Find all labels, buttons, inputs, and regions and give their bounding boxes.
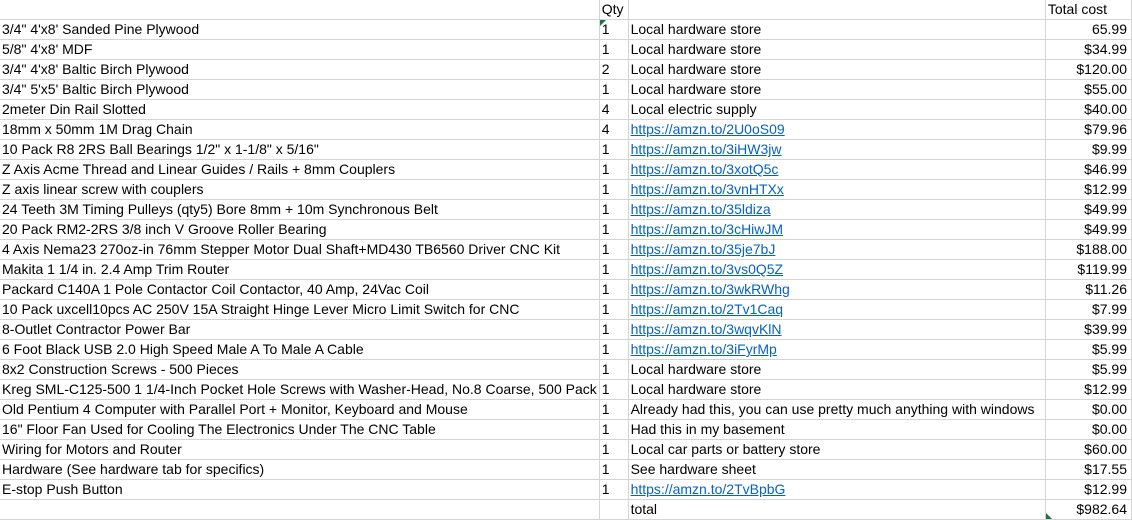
cell-item[interactable]: 18mm x 50mm 1M Drag Chain [0, 120, 599, 140]
table-row [0, 60, 1132, 80]
table-row [0, 460, 1132, 480]
cell-cost[interactable]: $120.00 [1045, 60, 1131, 80]
cell-item[interactable]: 4 Axis Nema23 270oz-in 76mm Stepper Motor Dual Shaft+MD430 TB6560 Driver CNC Kit [0, 240, 599, 260]
cell-item[interactable]: 20 Pack RM2-2RS 3/8 inch V Groove Roller Bearing [0, 220, 599, 240]
cell-qty[interactable]: 1 [599, 480, 628, 500]
table-row [0, 80, 1132, 100]
total-label[interactable]: total [628, 500, 1045, 520]
cell-cost[interactable]: $7.99 [1045, 300, 1131, 320]
cell-source[interactable] [628, 320, 1045, 340]
table-row [0, 20, 1132, 40]
total-value[interactable]: $982.64 [1045, 500, 1131, 520]
cell-cost[interactable]: $12.99 [1045, 180, 1131, 200]
cell-qty[interactable]: 1 [599, 240, 628, 260]
cell-qty[interactable]: 1 [599, 220, 628, 240]
cell-qty-empty[interactable] [599, 500, 628, 520]
table-row [0, 260, 1132, 280]
cell-item[interactable]: 3/4" 5'x5' Baltic Birch Plywood [0, 80, 599, 100]
cell-qty[interactable]: 1 [599, 20, 628, 40]
cell-cost[interactable]: $119.99 [1045, 260, 1131, 280]
cell-cost[interactable]: $0.00 [1045, 420, 1131, 440]
cell-cost[interactable]: 65.99 [1045, 20, 1131, 40]
table-row [0, 480, 1132, 500]
cell-source[interactable] [628, 200, 1045, 220]
table-row [0, 300, 1132, 320]
cell-cost[interactable]: $34.99 [1045, 40, 1131, 60]
cell-qty-header[interactable]: Qty [599, 0, 628, 20]
cell-qty[interactable]: 1 [599, 200, 628, 220]
table-row [0, 360, 1132, 380]
source-link[interactable]: https://amzn.to/3iHW3jw [630, 141, 782, 157]
cell-qty[interactable]: 1 [599, 460, 628, 480]
cell-qty[interactable]: 2 [599, 60, 628, 80]
cell-item[interactable]: 2meter Din Rail Slotted [0, 100, 599, 120]
source-link[interactable]: https://amzn.to/35je7bJ [630, 241, 776, 257]
cell-item[interactable]: Makita 1 1/4 in. 2.4 Amp Trim Router [0, 260, 599, 280]
table-row [0, 200, 1132, 220]
cell-source[interactable]: Local electric supply [628, 100, 1045, 120]
cell-source[interactable] [628, 260, 1045, 280]
table-row [0, 340, 1132, 360]
cell-cost[interactable]: $39.99 [1045, 320, 1131, 340]
cell-item[interactable]: 16" Floor Fan Used for Cooling The Electronics Under The CNC Table [0, 420, 599, 440]
cell-qty[interactable]: 1 [599, 420, 628, 440]
table-row [0, 180, 1132, 200]
table-row [0, 320, 1132, 340]
source-link[interactable]: https://amzn.to/3vs0Q5Z [630, 261, 784, 277]
cell-qty[interactable]: 1 [599, 260, 628, 280]
cell-source[interactable] [628, 180, 1045, 200]
cell-qty[interactable]: 1 [599, 180, 628, 200]
cell-source[interactable] [628, 240, 1045, 260]
cell-source[interactable] [628, 220, 1045, 240]
cell-item[interactable]: 8x2 Construction Screws - 500 Pieces [0, 360, 599, 380]
table-row [0, 100, 1132, 120]
cell-source[interactable]: Local car parts or battery store [628, 440, 1045, 460]
cell-source[interactable] [628, 300, 1045, 320]
cell-cost[interactable]: $49.99 [1045, 220, 1131, 240]
cell-qty[interactable]: 1 [599, 80, 628, 100]
source-link[interactable]: https://amzn.to/3vnHTXx [630, 181, 784, 197]
cell-item[interactable]: Kreg SML-C125-500 1 1/4-Inch Pocket Hole Screws with Washer-Head, No.8 Coarse, 500 Pack [0, 380, 599, 400]
cell-cost[interactable]: $17.55 [1045, 460, 1131, 480]
table-row [0, 240, 1132, 260]
cell-cost[interactable]: $55.00 [1045, 80, 1131, 100]
cell-cost[interactable]: $40.00 [1045, 100, 1131, 120]
cell-source[interactable]: Local hardware store [628, 60, 1045, 80]
cell-qty[interactable]: 1 [599, 140, 628, 160]
cell-source[interactable]: See hardware sheet [628, 460, 1045, 480]
source-link[interactable]: https://amzn.to/3iFyrMp [630, 341, 777, 357]
source-link[interactable]: https://amzn.to/2U0oS09 [630, 121, 785, 137]
cell-item[interactable]: 6 Foot Black USB 2.0 High Speed Male A To Male A Cable [0, 340, 599, 360]
cell-source[interactable] [628, 340, 1045, 360]
cell-source-header[interactable] [628, 0, 1045, 20]
cell-item[interactable]: Old Pentium 4 Computer with Parallel Port + Monitor, Keyboard and Mouse [0, 400, 599, 420]
cell-cost[interactable]: $0.00 [1045, 400, 1131, 420]
cell-cost[interactable]: $5.99 [1045, 340, 1131, 360]
cell-qty[interactable]: 1 [599, 400, 628, 420]
cell-qty[interactable]: 1 [599, 40, 628, 60]
cell-qty[interactable]: 1 [599, 280, 628, 300]
cell-cost[interactable]: $46.99 [1045, 160, 1131, 180]
cell-source[interactable] [628, 120, 1045, 140]
cell-qty[interactable]: 1 [599, 380, 628, 400]
cell-qty[interactable]: 1 [599, 340, 628, 360]
cell-item[interactable]: 8-Outlet Contractor Power Bar [0, 320, 599, 340]
cell-item[interactable]: Z axis linear screw with couplers [0, 180, 599, 200]
cell-item-empty[interactable] [0, 500, 599, 520]
cell-qty[interactable]: 4 [599, 120, 628, 140]
cell-cost[interactable]: $5.99 [1045, 360, 1131, 380]
cell-qty[interactable]: 1 [599, 360, 628, 380]
cell-cost[interactable]: $79.96 [1045, 120, 1131, 140]
source-link[interactable]: https://amzn.to/2Tv1Caq [630, 301, 784, 317]
cell-item[interactable]: 24 Teeth 3M Timing Pulleys (qty5) Bore 8mm + 10m Synchronous Belt [0, 200, 599, 220]
cell-total-header[interactable]: Total cost [1045, 0, 1131, 20]
source-link[interactable]: https://amzn.to/2TvBpbG [630, 481, 786, 497]
cell-item[interactable]: Hardware (See hardware tab for specifics) [0, 460, 599, 480]
total-row [0, 500, 1132, 520]
cell-source[interactable] [628, 280, 1045, 300]
table-row [0, 140, 1132, 160]
cell-source[interactable] [628, 140, 1045, 160]
cell-source[interactable]: Had this in my basement [628, 420, 1045, 440]
cell-item[interactable]: 5/8" 4'x8' MDF [0, 40, 599, 60]
source-link[interactable]: https://amzn.to/3wkRWhg [630, 281, 790, 297]
cell-source[interactable]: Already had this, you can use pretty much anything with windows [628, 400, 1045, 420]
cell-source[interactable]: Local hardware store [628, 20, 1045, 40]
header-row [0, 0, 1132, 20]
cell-source[interactable]: Local hardware store [628, 380, 1045, 400]
source-link[interactable]: https://amzn.to/3wqvKlN [630, 321, 782, 337]
cell-item[interactable]: Wiring for Motors and Router [0, 440, 599, 460]
table-row [0, 120, 1132, 140]
cell-qty[interactable]: 1 [599, 160, 628, 180]
cell-item[interactable]: Z Axis Acme Thread and Linear Guides / Rails + 8mm Couplers [0, 160, 599, 180]
cell-cost[interactable]: $9.99 [1045, 140, 1131, 160]
cell-item[interactable]: 10 Pack uxcell10pcs AC 250V 15A Straight Hinge Lever Micro Limit Switch for CNC [0, 300, 599, 320]
table-row [0, 220, 1132, 240]
cell-item[interactable]: E-stop Push Button [0, 480, 599, 500]
source-link[interactable]: https://amzn.to/35ldiza [630, 201, 771, 217]
cell-item[interactable]: 3/4" 4'x8' Baltic Birch Plywood [0, 60, 599, 80]
table-row [0, 280, 1132, 300]
source-link[interactable]: https://amzn.to/3xotQ5c [630, 161, 779, 177]
cell-qty[interactable]: 1 [599, 440, 628, 460]
cell-cost[interactable]: $49.99 [1045, 200, 1131, 220]
cell-cost[interactable]: $188.00 [1045, 240, 1131, 260]
cell-item[interactable]: 3/4" 4'x8' Sanded Pine Plywood [0, 20, 599, 40]
table-row [0, 440, 1132, 460]
cell-source[interactable]: Local hardware store [628, 360, 1045, 380]
cell-cost[interactable]: $60.00 [1045, 440, 1131, 460]
table-row [0, 380, 1132, 400]
cell-qty[interactable]: 4 [599, 100, 628, 120]
cell-source[interactable]: Local hardware store [628, 40, 1045, 60]
table-row [0, 160, 1132, 180]
cell-item[interactable]: 10 Pack R8 2RS Ball Bearings 1/2" x 1-1/8" x 5/16" [0, 140, 599, 160]
cell-source[interactable]: Local hardware store [628, 80, 1045, 100]
cell-item-header[interactable] [0, 0, 599, 20]
cell-cost[interactable]: $12.99 [1045, 480, 1131, 500]
table-row [0, 420, 1132, 440]
cell-cost[interactable]: $12.99 [1045, 380, 1131, 400]
cell-source[interactable] [628, 480, 1045, 500]
cell-qty[interactable]: 1 [599, 320, 628, 340]
table-row [0, 40, 1132, 60]
table-row [0, 400, 1132, 420]
cell-source[interactable] [628, 160, 1045, 180]
cell-cost[interactable]: $11.26 [1045, 280, 1131, 300]
cell-item[interactable]: Packard C140A 1 Pole Contactor Coil Contactor, 40 Amp, 24Vac Coil [0, 280, 599, 300]
source-link[interactable]: https://amzn.to/3cHiwJM [630, 221, 784, 237]
cell-qty[interactable]: 1 [599, 300, 628, 320]
